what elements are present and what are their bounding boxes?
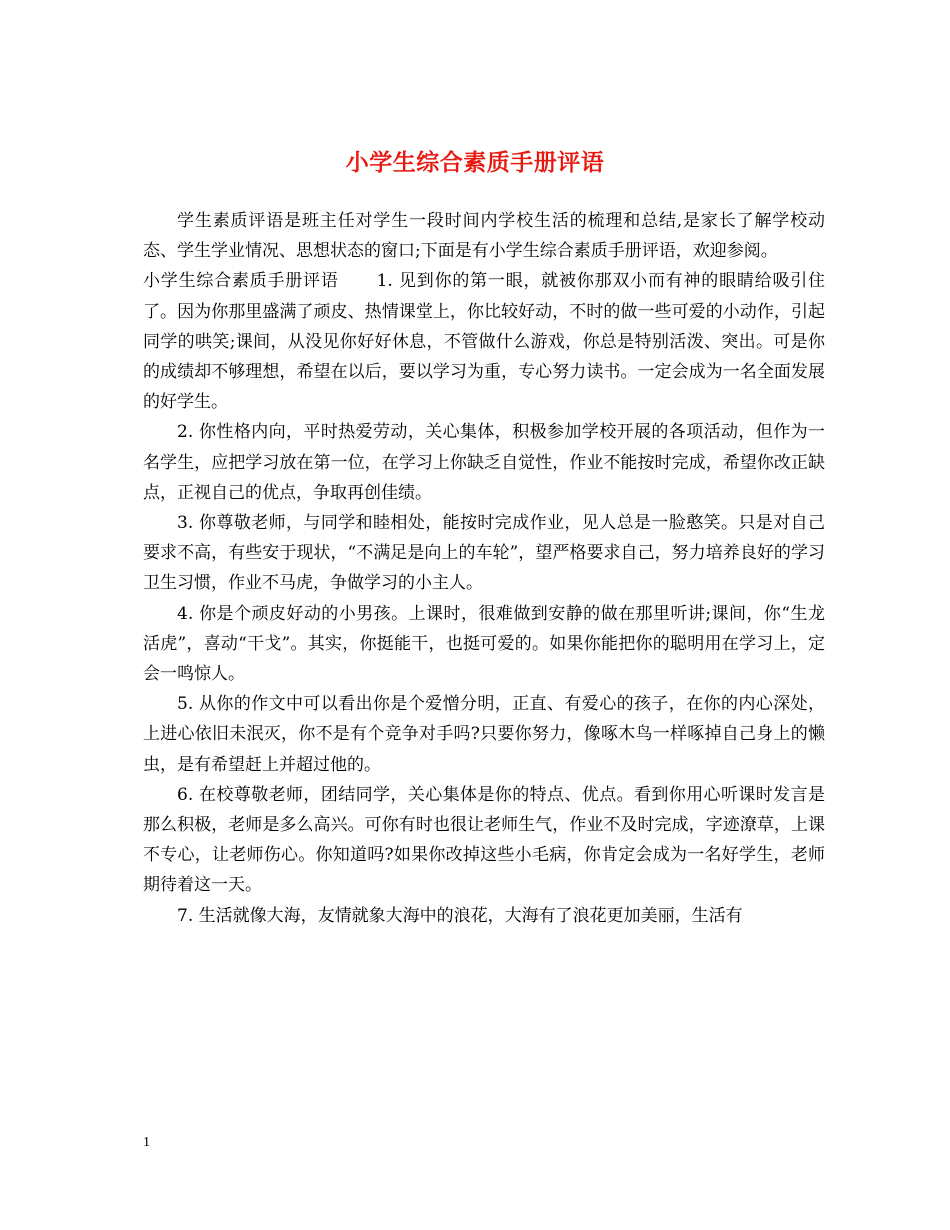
comment-item-7: 7. 生活就像大海，友情就象大海中的浪花，大海有了浪花更加美丽，生活有 bbox=[177, 905, 743, 926]
comment-item-4: 4. 你是个顽皮好动的小男孩。上课时，很难做到安静的做在那里听讲;课间，你“生龙活虎”，喜动“干戈”。其实，你挺能干，也挺可爱的。如果你能把你的聪明用在学习上，定会一鸣惊人。 bbox=[143, 603, 825, 685]
document-title: 小学生综合素质手册评语 bbox=[345, 149, 605, 177]
comment-item-1: 1. 见到你的第一眼，就被你那双小而有神的眼睛给吸引住了。因为你那里盛满了顽皮、热情课堂上，你比较好动，不时的做一些可爱的小动作，引起同学的哄笑;课间，从没见你好好休息，不管做什么游戏，你总是特别活泼、突出。可是你的成绩却不够理想，希望在以后，要以学习为重，专心努力读书。一定会成为一名全面发展的好学生。 bbox=[143, 271, 826, 413]
section-label: 小学生综合素质手册评语 bbox=[143, 271, 339, 292]
document-body bbox=[143, 206, 825, 931]
comment-item-5: 5. 从你的作文中可以看出你是个爱憎分明，正直、有爱心的孩子，在你的内心深处，上进心依旧未泯灭，你不是有个竞争对手吗?只要你努力，像啄木鸟一样啄掉自己身上的懒虫，是有希望赶上并超过他的。 bbox=[143, 694, 825, 775]
comment-item-3: 3. 你尊敬老师，与同学和睦相处，能按时完成作业，见人总是一脸憨笑。只是对自己要求不高，有些安于现状，“不满足是向上的车轮”，望严格要求自己，努力培养良好的学习卫生习惯，作业不马虎，争做学习的小主人。 bbox=[143, 513, 825, 594]
page-number: 1 bbox=[143, 1135, 150, 1150]
comment-item-6: 6. 在校尊敬老师，团结同学，关心集体是你的特点、优点。看到你用心听课时发言是那么积极，老师是多么高兴。可你有时也很让老师生气，作业不及时完成，字迹潦草，上课不专心，让老师伤心。你知道吗?如果你改掉这些小毛病，你肯定会成为一名好学生，老师期待着这一天。 bbox=[143, 784, 825, 896]
intro-paragraph: 学生素质评语是班主任对学生一段时间内学校生活的梳理和总结,是家长了解学校动态、学生学业情况、思想状态的窗口;下面是有小学生综合素质手册评语，欢迎参阅。 bbox=[143, 211, 825, 262]
first-comment-paragraph bbox=[143, 266, 825, 417]
comment-item-2: 2. 你性格内向，平时热爱劳动，关心集体，积极参加学校开展的各项活动，但作为一名学生，应把学习放在第一位，在学习上你缺乏自觉性，作业不能按时完成，希望你改正缺点，正视自己的优点，争取再创佳绩。 bbox=[143, 422, 825, 503]
